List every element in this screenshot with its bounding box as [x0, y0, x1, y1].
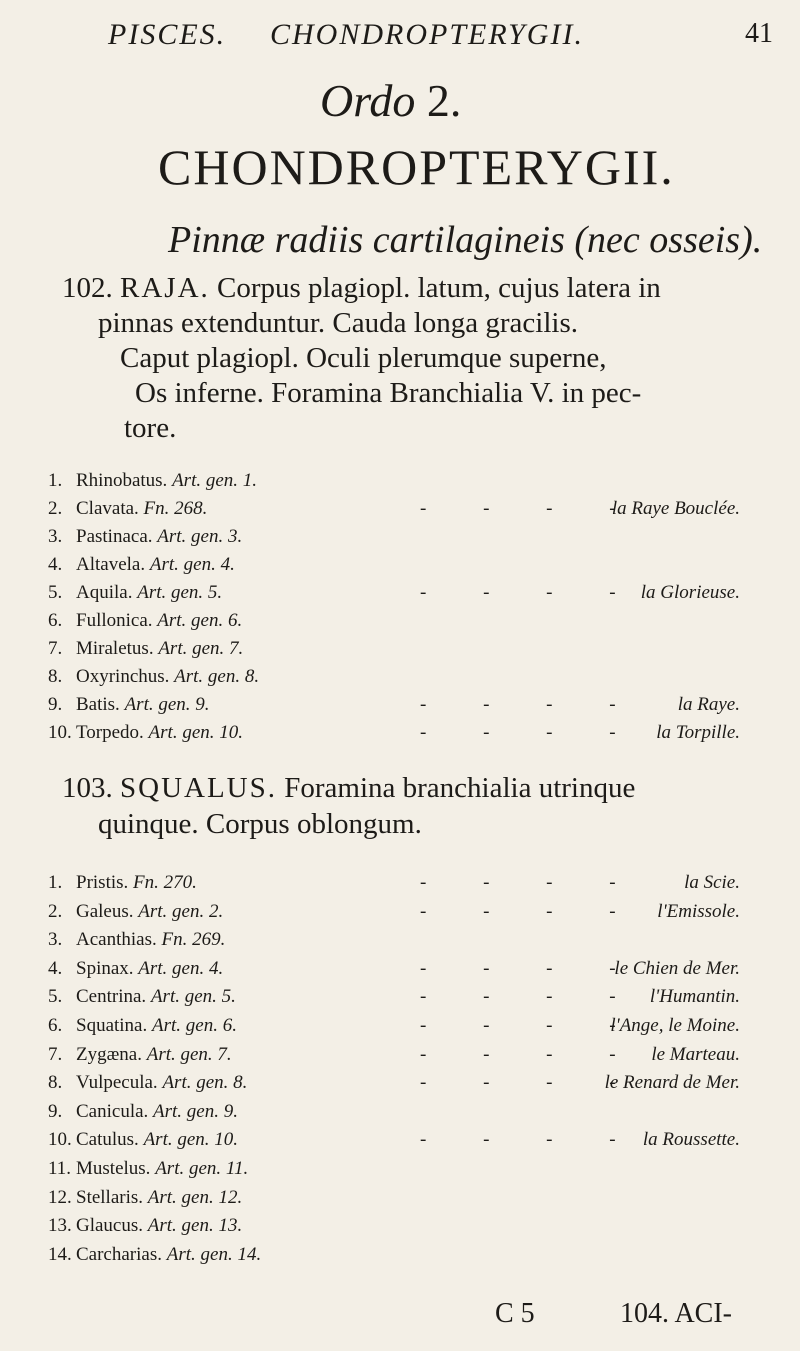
genus-102-name: RAJA.	[120, 272, 210, 304]
species-reference: Art. gen. 10.	[148, 722, 244, 743]
genus-102-desc2: pinnas extenduntur. Cauda longa gracilis.	[98, 307, 579, 339]
species-name: Zygæna.	[76, 1043, 147, 1065]
species-name: Aquila.	[76, 582, 138, 603]
species-name: Altavela.	[76, 554, 150, 575]
leader-dashes: - - - -	[420, 498, 642, 519]
french-name: le Marteau.	[651, 1043, 740, 1065]
french-name: l'Emissole.	[657, 900, 740, 922]
leader-dashes: - - - -	[420, 986, 642, 1008]
species-reference: Art. gen. 4.	[138, 957, 224, 979]
species-entry	[48, 1015, 237, 1037]
french-name: la Glorieuse.	[640, 582, 740, 603]
species-name: Rhinobatus.	[76, 470, 173, 491]
species-reference: Art. gen. 8.	[174, 666, 260, 687]
species-name: Canicula.	[76, 1100, 154, 1122]
species-number: 1.	[48, 872, 63, 893]
species-name: Mustelus.	[76, 1158, 156, 1179]
french-name: le Chien de Mer.	[614, 957, 740, 979]
species-entry	[48, 1158, 248, 1180]
species-entry	[48, 958, 223, 980]
species-entry	[48, 1072, 247, 1094]
french-name: le Renard de Mer.	[604, 1072, 740, 1094]
leader-dashes: - - - -	[420, 872, 642, 893]
species-reference: Art. gen. 9.	[153, 1100, 238, 1122]
species-reference: Art. gen. 5.	[137, 582, 223, 603]
species-name: Torpedo.	[76, 722, 149, 743]
species-reference: Fn. 268.	[143, 498, 208, 519]
leader-dashes: - - - -	[420, 957, 642, 979]
species-entry	[48, 986, 236, 1008]
species-name: Pastinaca.	[76, 526, 158, 547]
genus-103-desc1: Foramina branchialia utrinque	[284, 772, 636, 804]
species-reference: Art. gen. 1.	[172, 470, 258, 491]
species-number: 1.	[48, 470, 63, 491]
species-reference: Art. gen. 7.	[146, 1043, 232, 1065]
french-name: la Roussette.	[642, 1129, 740, 1151]
species-number: 9.	[48, 1100, 63, 1122]
species-number: 6.	[48, 610, 63, 631]
species-reference: Art. gen. 11.	[155, 1158, 249, 1179]
species-number: 4.	[48, 554, 63, 575]
species-name: Fullonica.	[76, 610, 158, 631]
species-name: Clavata.	[76, 498, 144, 519]
species-entry	[48, 929, 225, 951]
species-number: 3.	[48, 929, 63, 951]
species-number: 14.	[48, 1243, 72, 1265]
species-name: Pristis.	[76, 872, 134, 893]
species-number: 4.	[48, 957, 63, 979]
french-name: la Torpille.	[656, 722, 740, 743]
species-reference: Art. gen. 2.	[138, 900, 224, 922]
species-name: Squatina.	[76, 1015, 152, 1036]
species-reference: Art. gen. 12.	[147, 1186, 243, 1208]
order-subtitle: Pinnæ radiis cartilagineis (nec osseis).	[168, 219, 763, 261]
species-entry	[48, 554, 235, 576]
ordo-number: 2.	[426, 75, 462, 126]
species-name: Glaucus.	[76, 1215, 148, 1237]
species-number: 2.	[48, 900, 63, 922]
species-name: Centrina.	[76, 986, 151, 1008]
leader-dashes: - - - -	[420, 582, 642, 603]
genus-102-number: 102.	[62, 272, 113, 304]
species-entry	[48, 1215, 242, 1237]
species-name: Oxyrinchus.	[76, 666, 175, 687]
species-number: 5.	[48, 582, 63, 603]
species-number: 12.	[48, 1186, 72, 1208]
genus-103-line1	[62, 772, 635, 805]
genus-103-name: SQUALUS.	[120, 772, 277, 804]
species-entry	[48, 610, 242, 632]
leader-dashes: - - - -	[420, 1043, 642, 1065]
running-head-left: PISCES.	[108, 18, 227, 51]
species-reference: Art. gen. 8.	[162, 1072, 248, 1094]
species-name: Spinax.	[76, 957, 139, 979]
french-name: l'Ange, le Moine.	[610, 1015, 740, 1036]
genus-103-desc2: quinque. Corpus oblongum.	[98, 808, 422, 840]
species-number: 3.	[48, 526, 63, 547]
species-number: 5.	[48, 986, 63, 1008]
species-number: 10.	[48, 722, 72, 743]
species-number: 9.	[48, 694, 63, 715]
species-entry	[48, 666, 259, 688]
species-name: Carcharias.	[76, 1243, 167, 1265]
species-name: Batis.	[76, 694, 125, 715]
species-entry	[48, 638, 243, 660]
genus-102-desc5: tore.	[124, 412, 177, 444]
species-name: Catulus.	[76, 1129, 144, 1151]
french-name: l'Humantin.	[649, 986, 740, 1008]
leader-dashes: - - - -	[420, 722, 642, 743]
species-reference: Art. gen. 4.	[149, 554, 235, 575]
french-name: la Raye Bouclée.	[611, 498, 740, 519]
species-name: Vulpecula.	[76, 1072, 163, 1094]
page-number: 41	[745, 18, 773, 49]
leader-dashes: - - - -	[420, 1072, 642, 1094]
species-entry	[48, 582, 222, 604]
order-name: CHONDROPTERYGII.	[158, 139, 675, 195]
species-entry	[48, 722, 243, 744]
genus-103-number: 103.	[62, 772, 113, 804]
signature-mark: C 5	[495, 1298, 535, 1329]
species-entry	[48, 526, 242, 548]
species-number: 8.	[48, 666, 63, 687]
leader-dashes: - - - -	[420, 694, 642, 715]
species-entry	[48, 694, 210, 716]
leader-dashes: - - - -	[420, 1129, 642, 1151]
species-reference: Art. gen. 3.	[157, 526, 243, 547]
species-entry	[48, 1187, 242, 1209]
species-entry	[48, 1244, 261, 1266]
species-reference: Fn. 269.	[161, 929, 226, 951]
species-number: 7.	[48, 638, 63, 659]
species-reference: Fn. 270.	[133, 872, 197, 893]
french-name: la Scie.	[684, 872, 740, 893]
species-reference: Art. gen. 5.	[150, 986, 236, 1008]
species-reference: Art. gen. 10.	[143, 1129, 239, 1151]
catchword: 104. ACI-	[620, 1298, 732, 1329]
french-name: la Raye.	[677, 694, 740, 715]
species-reference: Art. gen. 14.	[166, 1243, 262, 1265]
species-reference: Art. gen. 6.	[157, 610, 243, 631]
species-number: 13.	[48, 1215, 72, 1237]
species-entry	[48, 901, 223, 923]
species-reference: Art. gen. 13.	[147, 1215, 243, 1237]
species-entry	[48, 498, 207, 520]
species-entry	[48, 470, 257, 492]
species-name: Acanthias.	[76, 929, 162, 951]
ordo-heading	[320, 74, 461, 127]
leader-dashes: - - - -	[420, 900, 642, 922]
species-entry	[48, 1044, 232, 1066]
leader-dashes: - - - -	[420, 1015, 642, 1036]
genus-102-desc1: Corpus plagiopl. latum, cujus latera in	[217, 272, 661, 304]
running-head-right: CHONDROPTERYGII.	[270, 18, 584, 51]
genus-102-desc4: Os inferne. Foramina Branchialia V. in pec-	[135, 377, 642, 409]
species-number: 7.	[48, 1043, 63, 1065]
genus-102-line1	[62, 272, 661, 305]
species-reference: Art. gen. 7.	[158, 638, 244, 659]
species-number: 10.	[48, 1129, 72, 1151]
species-number: 6.	[48, 1015, 63, 1036]
species-number: 11.	[48, 1158, 72, 1179]
species-name: Miraletus.	[76, 638, 159, 659]
species-entry	[48, 872, 197, 894]
species-reference: Art. gen. 6.	[152, 1015, 237, 1036]
genus-102-desc3: Caput plagiopl. Oculi plerumque superne,	[120, 342, 607, 374]
species-entry	[48, 1129, 238, 1151]
species-name: Stellaris.	[76, 1186, 148, 1208]
species-reference: Art. gen. 9.	[124, 694, 210, 715]
species-number: 2.	[48, 498, 63, 519]
ordo-label: Ordo	[320, 75, 416, 126]
species-number: 8.	[48, 1072, 63, 1094]
species-name: Galeus.	[76, 900, 139, 922]
species-entry	[48, 1101, 238, 1123]
